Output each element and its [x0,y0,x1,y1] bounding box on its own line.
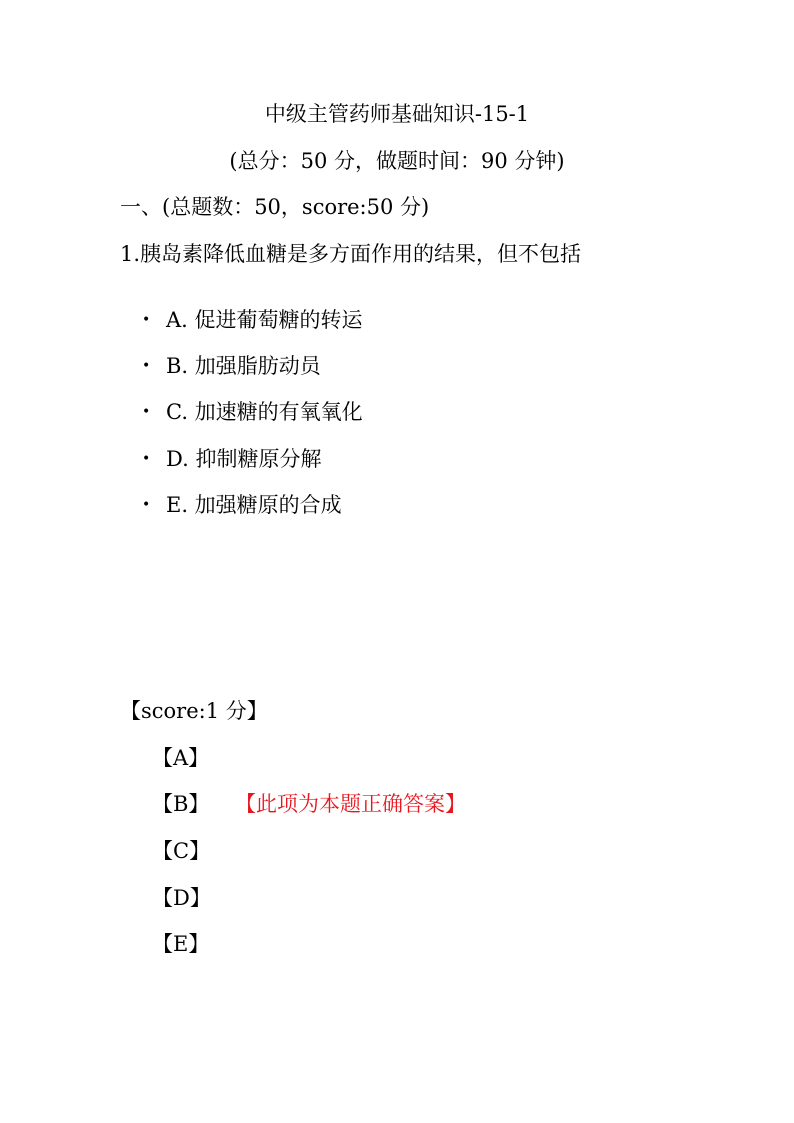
correct-answer-note: 【此项为本题正确答案】 [235,792,466,816]
bullet-icon: • [142,404,151,420]
option-e-label: E. 加强糖原的合成 [166,493,342,517]
option-d-label: D. 抑制糖原分解 [166,447,322,471]
score-label: 【score:1 分】 [120,699,268,723]
option-d [142,445,321,473]
section-heading: 一、(总题数：50，score:50 分) [120,195,430,219]
answer-choice-d: 【D】 [152,886,211,910]
answer-choice-b: 【B】 [152,792,210,816]
option-a [142,306,363,334]
document-subtitle: (总分：50 分，做题时间：90 分钟) [229,149,565,173]
option-c-label: C. 加速糖的有氧氧化 [166,400,363,424]
answer-choice-c: 【C】 [152,839,211,863]
option-a-label: A. 促进葡萄糖的转运 [166,308,363,332]
question-stem: 1.胰岛素降低血糖是多方面作用的结果，但不包括 [120,242,582,266]
bullet-icon: • [142,451,151,467]
bullet-icon: • [142,358,151,374]
option-b [142,352,321,380]
answer-choice-e: 【E】 [152,932,210,956]
option-e [142,491,342,519]
option-b-label: B. 加强脂肪动员 [166,354,321,378]
bullet-icon: • [142,312,151,328]
document-title: 中级主管药师基础知识-15-1 [264,102,530,126]
bullet-icon: • [142,497,151,513]
option-c [142,398,363,426]
answer-choice-a: 【A】 [152,746,210,770]
